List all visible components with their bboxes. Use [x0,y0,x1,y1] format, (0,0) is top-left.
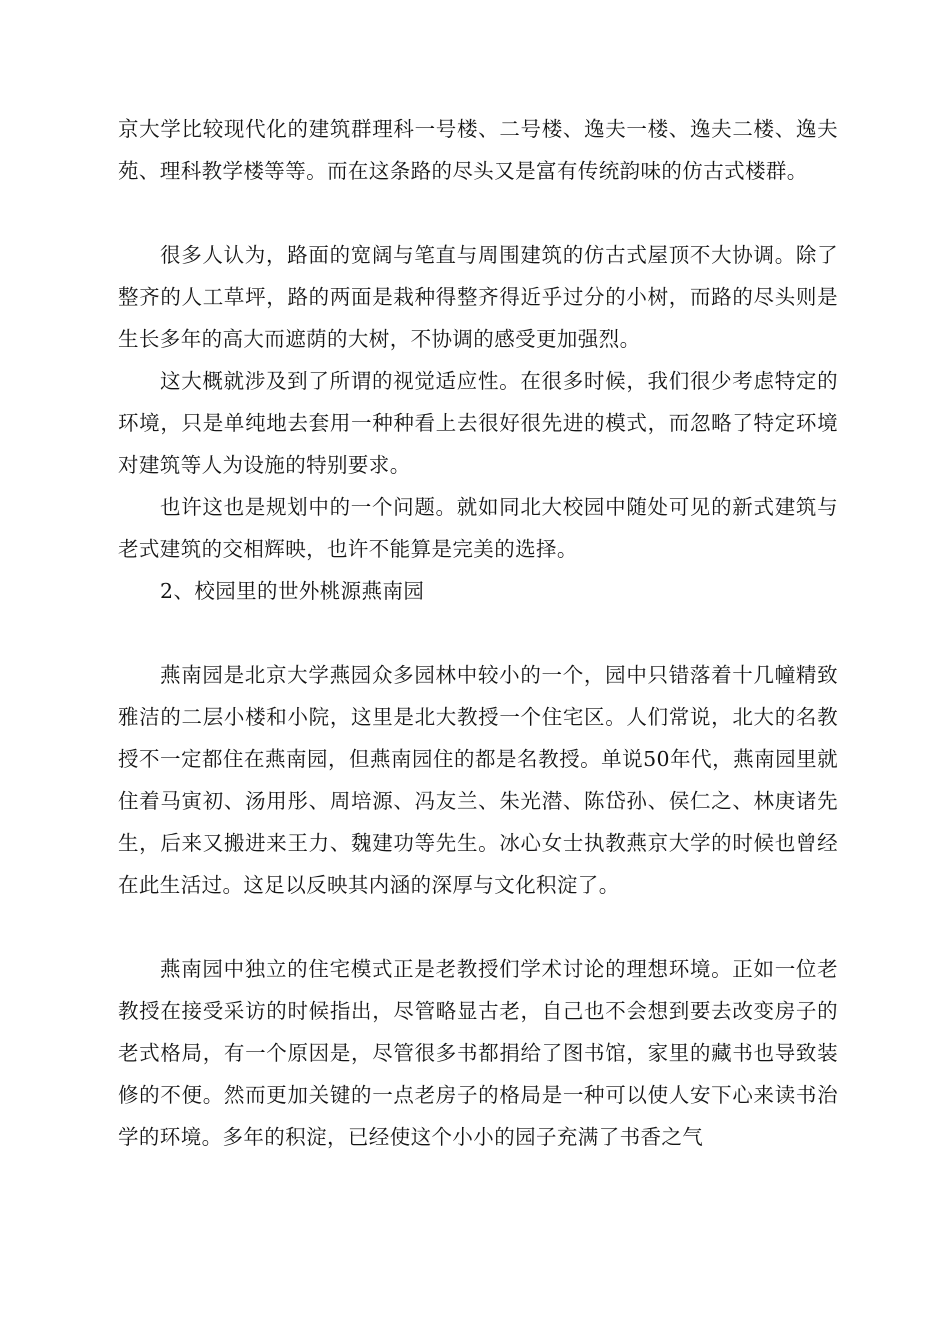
paragraph-residence-model: 燕南园中独立的住宅模式正是老教授们学术讨论的理想环境。正如一位老教授在接受采访的时候指出，尽管略显古老，自己也不会想到要去改变房子的老式格局，有一个原因是，尽管很多书都捐给了图书馆，家里的藏书也导致装修的不便。然而更加关键的一点老房子的格局是一种可以使人安下心来读书治学的环境。多年的积淀，已经使这个小小的园子充满了书香之气 [118,957,838,1149]
section-heading-yannanyuan: 2、校园里的世外桃源燕南园 [160,579,425,603]
paragraph-continuation: 京大学比较现代化的建筑群理科一号楼、二号楼、逸夫一楼、逸夫二楼、逸夫苑、理科教学楼等等。而在这条路的尽头又是富有传统韵味的仿古式楼群。 [118,117,838,183]
paragraph-planning-issue: 也许这也是规划中的一个问题。就如同北大校园中随处可见的新式建筑与老式建筑的交相辉映，也许不能算是完美的选择。 [118,495,838,561]
paragraph-visual-adaptability: 这大概就涉及到了所谓的视觉适应性。在很多时候，我们很少考虑特定的环境，只是单纯地去套用一种种看上去很好很先进的模式，而忽略了特定环境对建筑等人为设施的特别要求。 [118,369,838,477]
paragraph-road-coordination: 很多人认为，路面的宽阔与笔直与周围建筑的仿古式屋顶不大协调。除了整齐的人工草坪，路的两面是栽种得整齐得近乎过分的小树，而路的尽头则是生长多年的高大而遮荫的大树，不协调的感受更加强烈。 [118,243,838,351]
paragraph-yannanyuan-intro: 燕南园是北京大学燕园众多园林中较小的一个，园中只错落着十几幢精致雅洁的二层小楼和小院，这里是北大教授一个住宅区。人们常说，北大的名教授不一定都住在燕南园，但燕南园住的都是名教授。单说50年代，燕南园里就住着马寅初、汤用彤、周培源、冯友兰、朱光潜、陈岱孙、侯仁之、林庚诸先生，后来又搬进来王力、魏建功等先生。冰心女士执教燕京大学的时候也曾经在此生活过。这足以反映其内涵的深厚与文化积淀了。 [118,663,838,897]
